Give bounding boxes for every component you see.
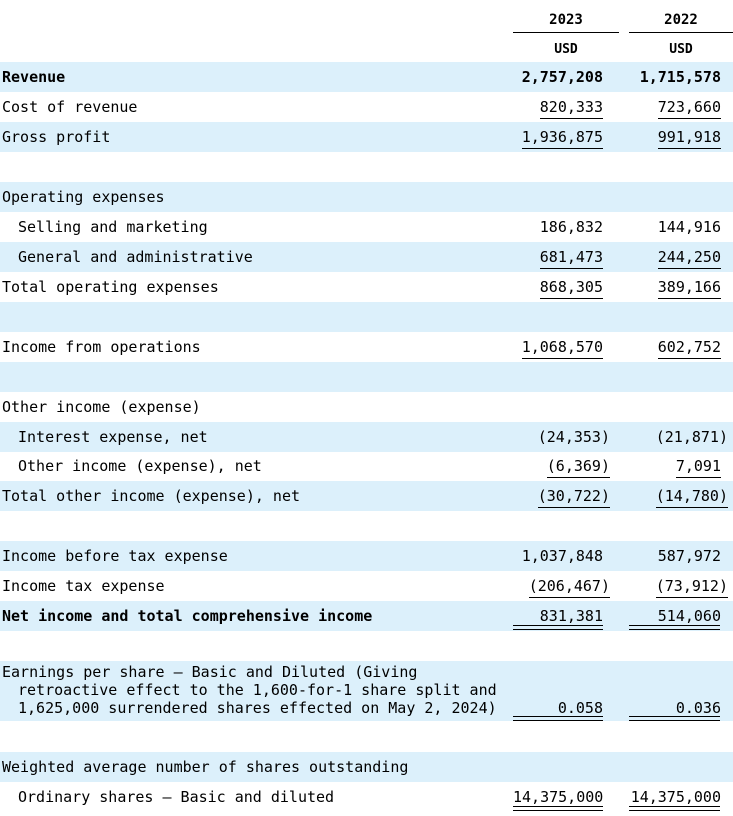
value-2023: (24,353) <box>537 428 610 446</box>
row-income-tax-expense <box>0 571 733 601</box>
row-label: Net income and total comprehensive income <box>2 607 373 625</box>
row-total-other-income <box>0 481 733 511</box>
value-2022: 1,715,578 <box>639 68 721 86</box>
value-2022: 0.036 <box>675 699 721 717</box>
value-2023: 14,375,000 <box>513 788 604 806</box>
row-label-line-2: retroactive effect to the 1,600-for-1 share split and <box>18 681 497 699</box>
value-2022: 723,660 <box>629 92 733 122</box>
value-2023: 1,936,875 <box>513 122 619 152</box>
row-weighted-average-heading <box>0 752 733 782</box>
row-label: Income before tax expense <box>2 547 228 565</box>
row-other-income-net <box>0 451 733 481</box>
year-header-2023: 2023 <box>513 10 619 33</box>
row-label: General and administrative <box>18 248 253 266</box>
row-earnings-per-share <box>0 661 733 721</box>
row-label: Income tax expense <box>2 577 165 595</box>
value-2022: 244,250 <box>629 242 733 272</box>
double-underline <box>629 625 720 630</box>
spacer-row <box>0 721 733 751</box>
row-net-income <box>0 601 733 631</box>
value-2023: 868,305 <box>513 272 619 302</box>
value-2022: (73,912) <box>629 571 733 601</box>
row-label: Revenue <box>2 68 66 86</box>
row-label-line-1: Earnings per share – Basic and Diluted (Giving <box>2 663 418 681</box>
row-income-from-operations <box>0 332 733 362</box>
row-label: Cost of revenue <box>2 98 138 116</box>
row-cost-of-revenue <box>0 92 733 122</box>
row-label: Total other income (expense), net <box>2 487 301 505</box>
row-interest-expense <box>0 422 733 452</box>
value-2022: 991,918 <box>629 122 733 152</box>
value-2023: (30,722) <box>513 481 619 511</box>
value-2023: 1,037,848 <box>521 547 603 565</box>
value-2022: 389,166 <box>629 272 733 302</box>
double-underline <box>513 625 603 630</box>
double-underline <box>629 806 720 811</box>
spacer-row <box>0 302 733 332</box>
row-other-income-heading <box>0 392 733 422</box>
row-label: Other income (expense) <box>2 398 201 416</box>
value-2023: 820,333 <box>513 92 619 122</box>
row-label: Other income (expense), net <box>18 457 262 475</box>
spacer-row <box>0 511 733 541</box>
value-2022: (14,780) <box>629 481 733 511</box>
row-label-line-3: 1,625,000 surrendered shares effected on May 2, 2024) <box>18 699 497 717</box>
value-2023: 1,068,570 <box>513 332 619 362</box>
row-label: Income from operations <box>2 338 201 356</box>
column-header <box>0 0 733 62</box>
double-underline <box>513 806 603 811</box>
row-label: Ordinary shares – Basic and diluted <box>18 788 335 806</box>
row-label: Gross profit <box>2 128 111 146</box>
value-2022: 7,091 <box>629 451 733 481</box>
row-total-operating-expenses <box>0 272 733 302</box>
value-2023: (6,369) <box>513 451 619 481</box>
value-2022: 587,972 <box>657 547 721 565</box>
value-2022: (21,871) <box>655 428 728 446</box>
value-2023: 2,757,208 <box>521 68 603 86</box>
row-label: Operating expenses <box>2 188 165 206</box>
row-label: Total operating expenses <box>2 278 219 296</box>
row-income-before-tax <box>0 541 733 571</box>
row-selling-marketing <box>0 212 733 242</box>
value-2023: 831,381 <box>539 607 603 625</box>
currency-header-2022: USD <box>669 42 693 57</box>
year-header-2022: 2022 <box>629 10 733 33</box>
row-gross-profit <box>0 122 733 152</box>
value-2022: 602,752 <box>629 332 733 362</box>
value-2022: 14,375,000 <box>630 788 721 806</box>
value-2023: 0.058 <box>557 699 603 717</box>
value-2023: (206,467) <box>513 571 619 601</box>
value-2023: 186,832 <box>539 218 603 236</box>
currency-header-2023: USD <box>554 42 578 57</box>
row-label: Interest expense, net <box>18 428 208 446</box>
row-ordinary-shares <box>0 782 733 812</box>
row-label: Weighted average number of shares outstanding <box>2 758 409 776</box>
row-revenue <box>0 62 733 92</box>
value-2022: 514,060 <box>657 607 721 625</box>
value-2023: 681,473 <box>513 242 619 272</box>
row-operating-expenses-heading <box>0 182 733 212</box>
row-general-administrative <box>0 242 733 272</box>
spacer-row <box>0 152 733 182</box>
spacer-row <box>0 362 733 392</box>
value-2022: 144,916 <box>657 218 721 236</box>
row-label: Selling and marketing <box>18 218 208 236</box>
